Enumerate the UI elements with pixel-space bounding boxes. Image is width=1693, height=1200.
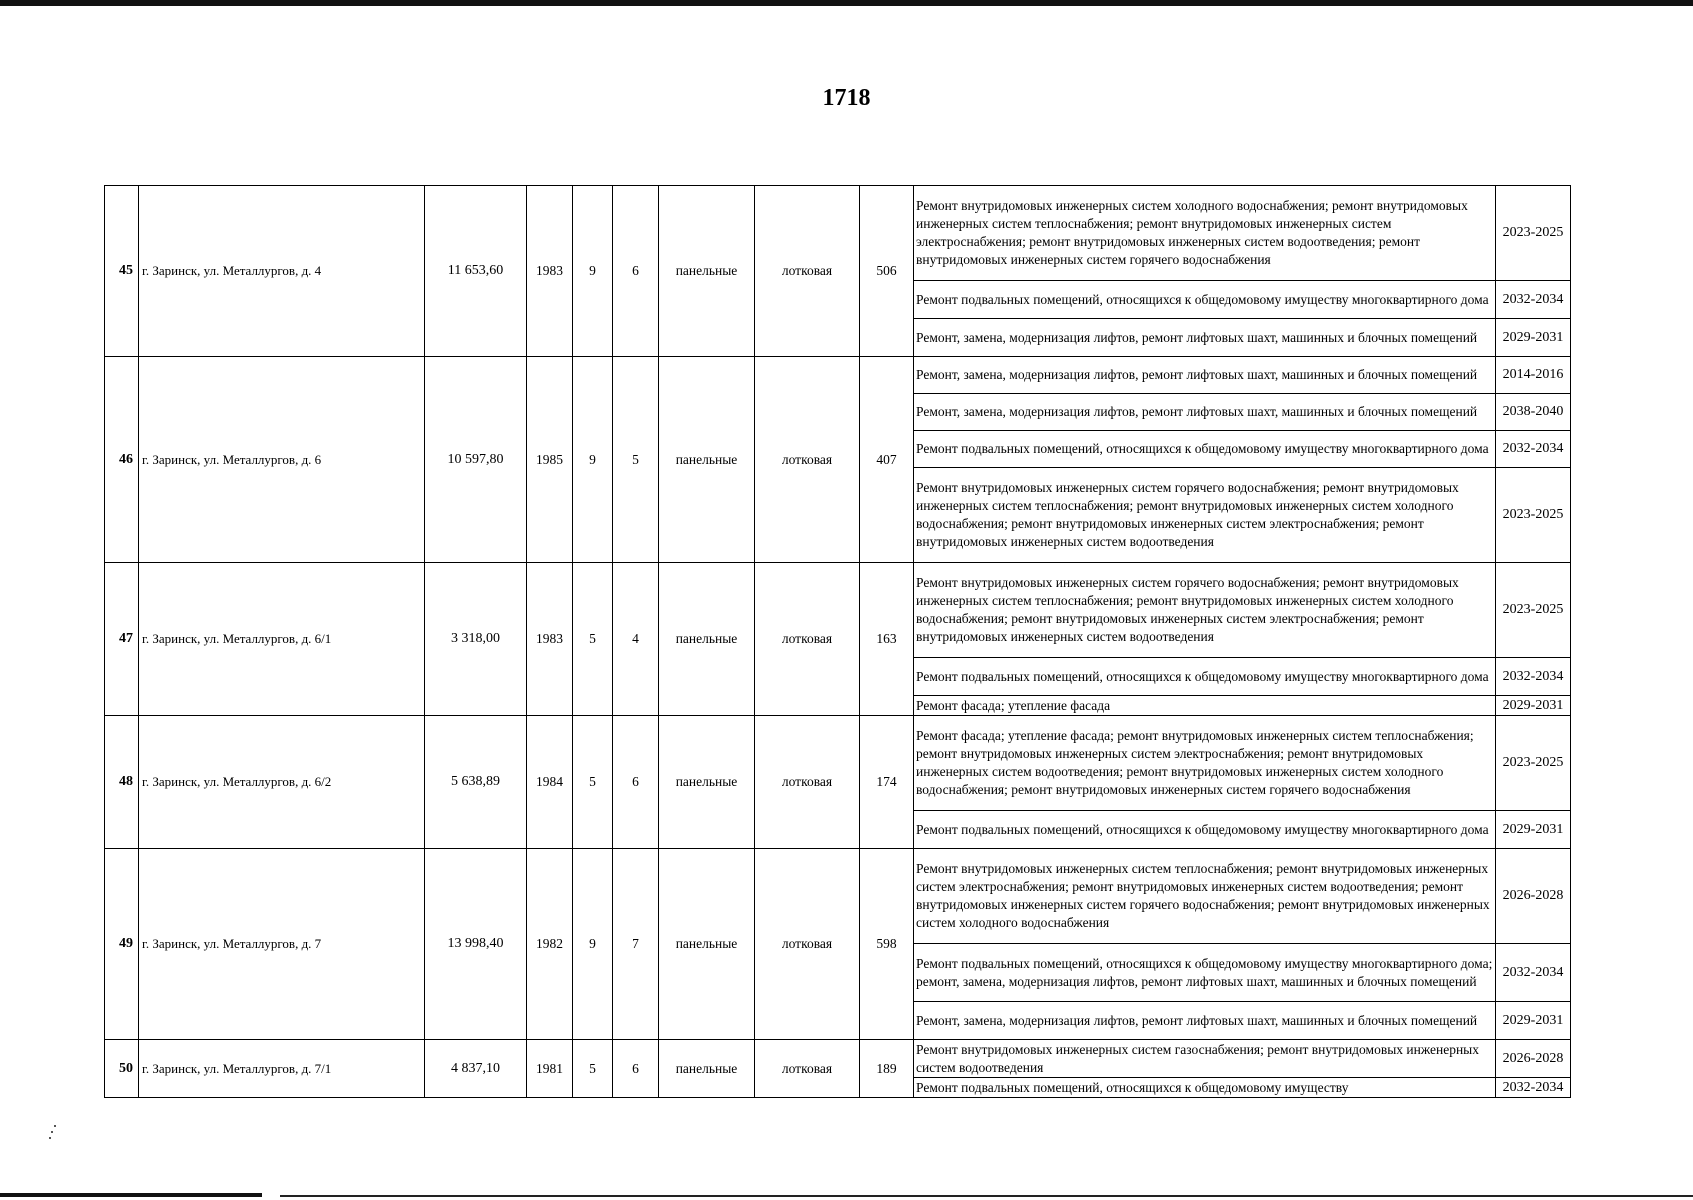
entrances-cell: 4 (613, 563, 659, 716)
area-cell: 4 837,10 (425, 1040, 527, 1098)
area-cell: 10 597,80 (425, 357, 527, 563)
work-description-cell: Ремонт, замена, модернизация лифтов, ремонт лифтовых шахт, машинных и блочных помещений (914, 357, 1496, 394)
address-cell: г. Заринск, ул. Металлургов, д. 6/1 (139, 563, 425, 716)
table-row (105, 1040, 1571, 1078)
floors-cell: 9 (573, 849, 613, 1040)
work-period-cell: 2026-2028 (1496, 1040, 1571, 1078)
work-description-cell: Ремонт внутридомовых инженерных систем газоснабжения; ремонт внутридомовых инженерных систем водоотведения (914, 1040, 1496, 1078)
work-period-cell: 2023-2025 (1496, 716, 1571, 811)
work-period-cell: 2029-2031 (1496, 811, 1571, 849)
work-description-cell: Ремонт внутридомовых инженерных систем теплоснабжения; ремонт внутридомовых инженерных систем электроснабжения; ремонт внутридомовых инженерных систем водоотведения; ремонт внутридомовых инженерных систем горячего водоснабжения; ремонт внутридомовых инженерных систем холодного водоснабжения (914, 849, 1496, 944)
work-description-cell: Ремонт внутридомовых инженерных систем холодного водоснабжения; ремонт внутридомовых инженерных систем теплоснабжения; ремонт внутридомовых инженерных систем электроснабжения; ремонт внутридомовых инженерных систем водоотведения; ремонт внутридомовых инженерных систем горячего водоснабжения (914, 186, 1496, 281)
work-period-cell: 2038-2040 (1496, 394, 1571, 431)
work-period-cell: 2032-2034 (1496, 658, 1571, 696)
area-cell: 3 318,00 (425, 563, 527, 716)
table-row (105, 186, 1571, 281)
address-cell: г. Заринск, ул. Металлургов, д. 6/2 (139, 716, 425, 849)
entrances-cell: 6 (613, 1040, 659, 1098)
repair-program-table (104, 185, 1571, 1098)
work-description-cell: Ремонт, замена, модернизация лифтов, ремонт лифтовых шахт, машинных и блочных помещений (914, 394, 1496, 431)
floors-cell: 9 (573, 357, 613, 563)
residents-cell: 189 (860, 1040, 914, 1098)
table-row (105, 849, 1571, 944)
roof-type-cell: лотковая (755, 186, 860, 357)
work-description-cell: Ремонт подвальных помещений, относящихся к общедомовому имуществу многоквартирного дома; ремонт, замена, модернизация лифтов, ремонт лифтовых шахт, машинных и блочных помещений (914, 944, 1496, 1002)
roof-type-cell: лотковая (755, 716, 860, 849)
address-cell: г. Заринск, ул. Металлургов, д. 4 (139, 186, 425, 357)
walls-material-cell: панельные (659, 563, 755, 716)
entrances-cell: 7 (613, 849, 659, 1040)
row-number: 49 (105, 849, 139, 1040)
entrances-cell: 6 (613, 716, 659, 849)
residents-cell: 407 (860, 357, 914, 563)
work-description-cell: Ремонт фасада; утепление фасада (914, 696, 1496, 716)
address-cell: г. Заринск, ул. Металлургов, д. 7 (139, 849, 425, 1040)
entrances-cell: 5 (613, 357, 659, 563)
work-description-cell: Ремонт подвальных помещений, относящихся к общедомовому имуществу многоквартирного дома (914, 431, 1496, 468)
year-cell: 1985 (527, 357, 573, 563)
residents-cell: 506 (860, 186, 914, 357)
area-cell: 11 653,60 (425, 186, 527, 357)
work-description-cell: Ремонт подвальных помещений, относящихся к общедомовому имуществу многоквартирного дома (914, 281, 1496, 319)
work-period-cell: 2029-2031 (1496, 319, 1571, 357)
table-body (105, 186, 1571, 1098)
floors-cell: 5 (573, 716, 613, 849)
floors-cell: 9 (573, 186, 613, 357)
year-cell: 1983 (527, 186, 573, 357)
area-cell: 5 638,89 (425, 716, 527, 849)
scan-specks (48, 1123, 58, 1143)
row-number: 48 (105, 716, 139, 849)
roof-type-cell: лотковая (755, 357, 860, 563)
work-period-cell: 2032-2034 (1496, 1078, 1571, 1098)
scan-border-bottom-left (0, 1193, 262, 1197)
residents-cell: 598 (860, 849, 914, 1040)
roof-type-cell: лотковая (755, 1040, 860, 1098)
year-cell: 1984 (527, 716, 573, 849)
entrances-cell: 6 (613, 186, 659, 357)
floors-cell: 5 (573, 1040, 613, 1098)
row-number: 50 (105, 1040, 139, 1098)
work-period-cell: 2026-2028 (1496, 849, 1571, 944)
walls-material-cell: панельные (659, 1040, 755, 1098)
work-description-cell: Ремонт, замена, модернизация лифтов, ремонт лифтовых шахт, машинных и блочных помещений (914, 1002, 1496, 1040)
walls-material-cell: панельные (659, 357, 755, 563)
row-number: 45 (105, 186, 139, 357)
work-description-cell: Ремонт, замена, модернизация лифтов, ремонт лифтовых шахт, машинных и блочных помещений (914, 319, 1496, 357)
page-number: 1718 (822, 85, 871, 111)
year-cell: 1981 (527, 1040, 573, 1098)
address-cell: г. Заринск, ул. Металлургов, д. 6 (139, 357, 425, 563)
work-description-cell: Ремонт подвальных помещений, относящихся к общедомовому имуществу многоквартирного дома (914, 811, 1496, 849)
work-period-cell: 2029-2031 (1496, 696, 1571, 716)
year-cell: 1982 (527, 849, 573, 1040)
work-description-cell: Ремонт внутридомовых инженерных систем горячего водоснабжения; ремонт внутридомовых инженерных систем теплоснабжения; ремонт внутридомовых инженерных систем холодного водоснабжения; ремонт внутридомовых инженерных систем электроснабжения; ремонт внутридомовых инженерных систем водоотведения (914, 468, 1496, 563)
repair-program-table-wrap (104, 185, 1570, 1098)
walls-material-cell: панельные (659, 849, 755, 1040)
walls-material-cell: панельные (659, 716, 755, 849)
work-period-cell: 2023-2025 (1496, 468, 1571, 563)
work-period-cell: 2032-2034 (1496, 431, 1571, 468)
scan-border-top (0, 0, 1693, 6)
work-period-cell: 2032-2034 (1496, 281, 1571, 319)
work-description-cell: Ремонт подвальных помещений, относящихся к общедомовому имуществу многоквартирного дома (914, 658, 1496, 696)
table-row (105, 563, 1571, 658)
work-period-cell: 2023-2025 (1496, 563, 1571, 658)
area-cell: 13 998,40 (425, 849, 527, 1040)
floors-cell: 5 (573, 563, 613, 716)
address-cell: г. Заринск, ул. Металлургов, д. 7/1 (139, 1040, 425, 1098)
row-number: 47 (105, 563, 139, 716)
table-row (105, 716, 1571, 811)
residents-cell: 163 (860, 563, 914, 716)
work-description-cell: Ремонт внутридомовых инженерных систем горячего водоснабжения; ремонт внутридомовых инженерных систем теплоснабжения; ремонт внутридомовых инженерных систем холодного водоснабжения; ремонт внутридомовых инженерных систем электроснабжения; ремонт внутридомовых инженерных систем водоотведения (914, 563, 1496, 658)
residents-cell: 174 (860, 716, 914, 849)
row-number: 46 (105, 357, 139, 563)
work-period-cell: 2023-2025 (1496, 186, 1571, 281)
work-description-cell: Ремонт подвальных помещений, относящихся к общедомовому имуществу (914, 1078, 1496, 1098)
work-period-cell: 2029-2031 (1496, 1002, 1571, 1040)
work-period-cell: 2032-2034 (1496, 944, 1571, 1002)
work-period-cell: 2014-2016 (1496, 357, 1571, 394)
roof-type-cell: лотковая (755, 563, 860, 716)
year-cell: 1983 (527, 563, 573, 716)
walls-material-cell: панельные (659, 186, 755, 357)
work-description-cell: Ремонт фасада; утепление фасада; ремонт внутридомовых инженерных систем теплоснабжения; ремонт внутридомовых инженерных систем электроснабжения; ремонт внутридомовых инженерных систем водоотведения; ремонт внутридомовых инженерных систем холодного водоснабжения; ремонт внутридомовых инженерных систем горячего водоснабжения (914, 716, 1496, 811)
scan-border-bottom-right (280, 1195, 1693, 1197)
roof-type-cell: лотковая (755, 849, 860, 1040)
table-row (105, 357, 1571, 394)
